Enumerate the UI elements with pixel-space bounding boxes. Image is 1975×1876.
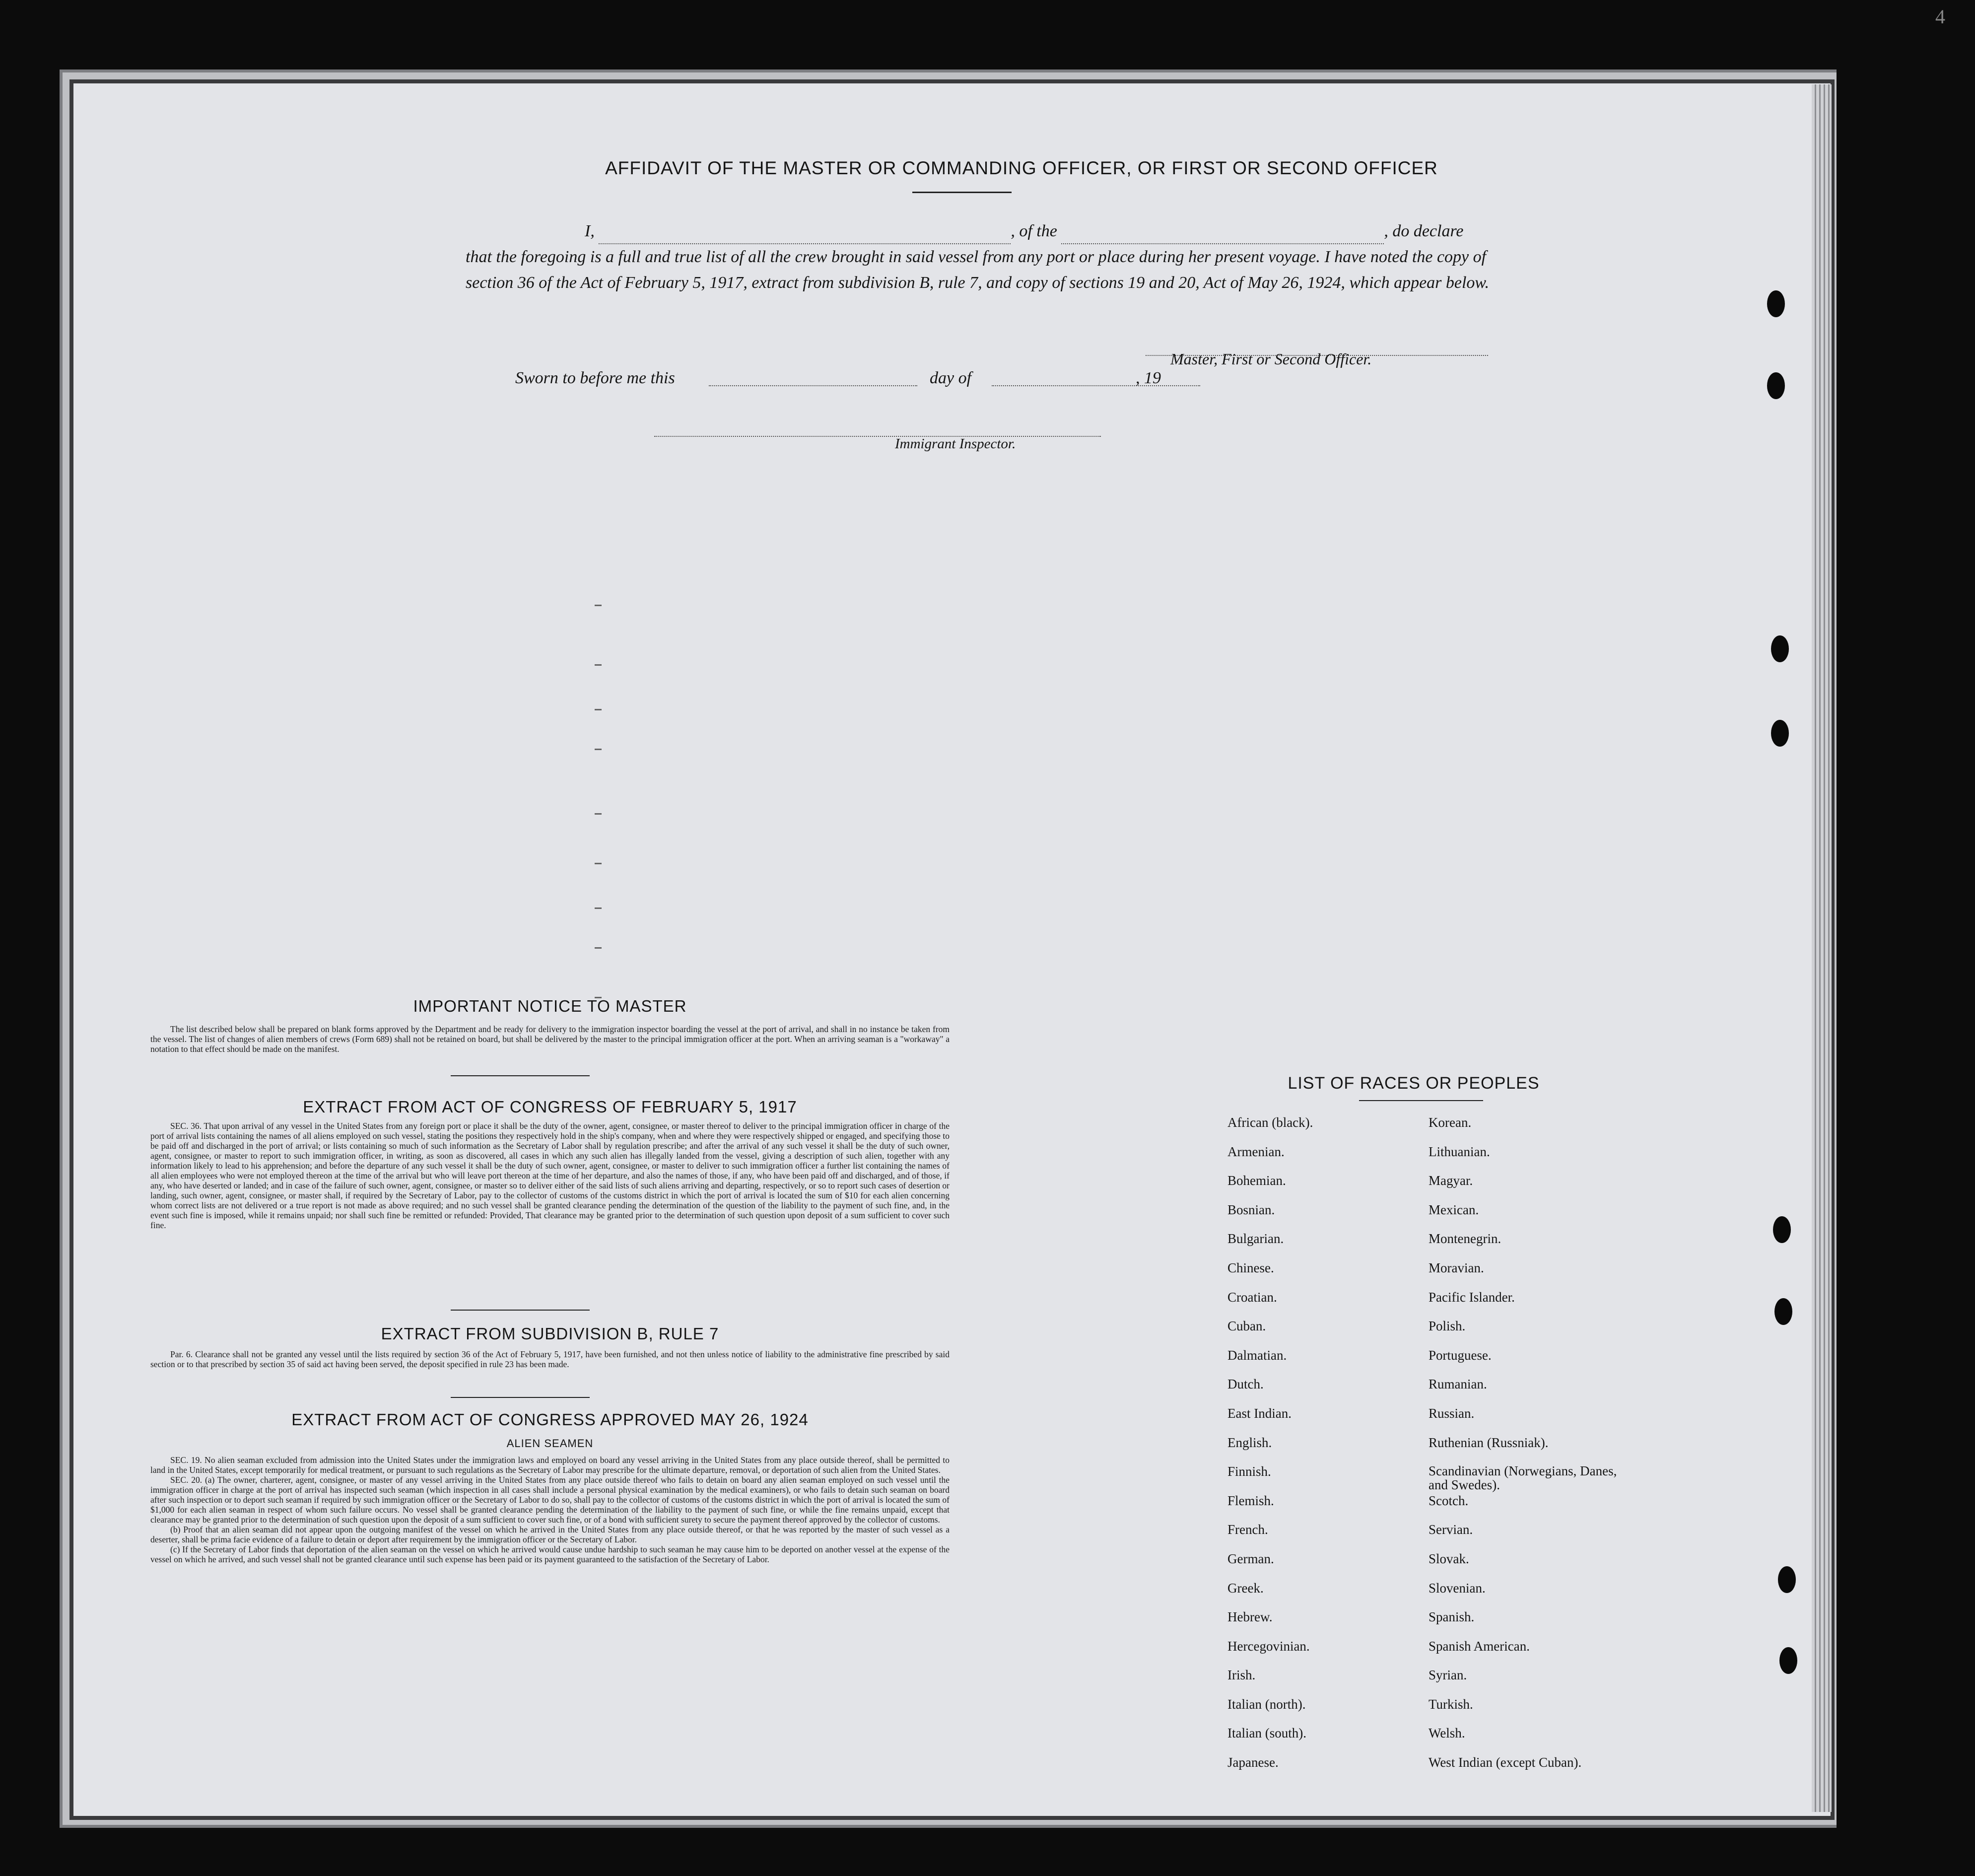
race-item: Servian. [1429, 1522, 1473, 1537]
sec20c-paragraph: (c) If the Secretary of Labor finds that deportation of the alien seaman on the vessel on which he arrived would cause undue hardship to such seaman he may cause him to be deported on another vessel at the expense of the vessel on which he arrived, and such vessel shall not be granted clearance until such expense has been paid or its payment guaranteed to the satisfaction of the Secretary of Labor. [150, 1544, 950, 1564]
race-item: Korean. [1429, 1115, 1472, 1130]
race-item: Portuguese. [1429, 1347, 1492, 1363]
race-item: Bulgarian. [1227, 1231, 1284, 1247]
race-item: Bohemian. [1227, 1173, 1286, 1188]
race-item: Syrian. [1429, 1668, 1467, 1683]
notice-paragraph: The list described below shall be prepared on blank forms approved by the Department and be ready for delivery to the immigration inspector boarding the vessel at the port of arrival, and shall in no instance be taken from the vessel. The list of changes of alien members of crews (Form 689) shall not be retained on board, but shall be delivered by the master to the principal immigration officer at the port. When an arriving seaman is a "workaway" a notation to that effect should be made on the manifest. [150, 1024, 950, 1054]
binder-hole [1778, 1566, 1796, 1593]
extract-rule7-body [150, 1349, 950, 1369]
alien-seamen-subtitle: ALIEN SEAMEN [506, 1437, 594, 1450]
extract-1917-body [150, 1121, 950, 1230]
section-divider [451, 1075, 590, 1076]
race-item: Italian (south). [1227, 1726, 1306, 1741]
race-item: Japanese. [1227, 1755, 1279, 1770]
inspector-signature-line[interactable] [654, 421, 1101, 437]
notice-text [150, 1024, 950, 1054]
section-divider [451, 1397, 590, 1398]
race-item: Finnish. [1227, 1464, 1271, 1479]
extract-1924-title: EXTRACT FROM ACT OF CONGRESS APPROVED MAY 26, 1924 [291, 1410, 809, 1429]
binder-hole [1779, 1647, 1797, 1674]
margin-tick [595, 709, 602, 710]
extract-1917-title: EXTRACT FROM ACT OF CONGRESS OF FEBRUARY 5, 1917 [303, 1098, 797, 1116]
race-item: Lithuanian. [1429, 1144, 1490, 1159]
sec19-paragraph: SEC. 19. No alien seaman excluded from admission into the United States under the immigration laws and employed on board any vessel arriving in the United States from any place outside thereof, shall be permitted to land in the United States, except temporarily for medical treatment, or pursuant to such regulations as the Secretary of Labor may prescribe for the ultimate departure, removal, or deportation of such alien from the United States. [150, 1455, 950, 1475]
affidavit-title: AFFIDAVIT OF THE MASTER OR COMMANDING OFFICER, OR FIRST OR SECOND OFFICER [605, 158, 1438, 178]
race-item: Welsh. [1429, 1726, 1465, 1741]
margin-tick [595, 813, 602, 815]
affidavit-body [466, 218, 1538, 296]
race-item: Flemish. [1227, 1493, 1274, 1508]
race-item: Ruthenian (Russniak). [1429, 1435, 1549, 1450]
race-item: East Indian. [1227, 1405, 1292, 1421]
race-item: Greek. [1227, 1580, 1264, 1596]
race-item: Bosnian. [1227, 1202, 1275, 1217]
race-item: Scotch. [1429, 1493, 1469, 1508]
document-page [69, 79, 1835, 1820]
race-item: Spanish American. [1429, 1638, 1530, 1654]
notice-title: IMPORTANT NOTICE TO MASTER [413, 997, 687, 1015]
races-underline [1359, 1100, 1483, 1101]
section-divider [451, 1310, 590, 1311]
race-item: Italian (north). [1227, 1696, 1306, 1712]
title-underline [912, 192, 1012, 193]
race-item: West Indian (except Cuban). [1429, 1755, 1582, 1770]
affidavit-declare: , do declare [1384, 222, 1464, 240]
race-item: African (black). [1227, 1115, 1313, 1130]
race-item: Turkish. [1429, 1696, 1473, 1712]
par6-paragraph: Par. 6. Clearance shall not be granted any vessel until the lists required by section 36 of the Act of February 5, 1917, have been furnished, and not then unless notice of liability to the administrative fine prescribed by said section or to that prescribed by section 35 of said act having been served, the deposit specified in rule 23 has been made. [150, 1349, 950, 1369]
master-name-line[interactable] [599, 228, 1011, 244]
race-item: Cuban. [1227, 1319, 1266, 1334]
race-item: Hebrew. [1227, 1609, 1273, 1625]
affidavit-of-the: , of the [1011, 222, 1057, 240]
race-item: Moravian. [1429, 1260, 1484, 1275]
binder-hole [1771, 720, 1789, 747]
races-title: LIST OF RACES OR PEOPLES [1288, 1074, 1540, 1093]
binder-hole [1767, 372, 1785, 399]
race-item: Chinese. [1227, 1260, 1274, 1275]
race-item: Russian. [1429, 1405, 1475, 1421]
inspector-caption: Immigrant Inspector. [895, 436, 1016, 452]
race-item: Magyar. [1429, 1173, 1473, 1188]
race-item: Hercegovinian. [1227, 1638, 1310, 1654]
vessel-name-line[interactable] [1061, 228, 1384, 244]
races-left-column [1227, 1115, 1313, 1784]
race-item: Pacific Islander. [1429, 1289, 1515, 1305]
margin-tick [595, 863, 602, 864]
affidavit-text: that the foregoing is a full and true list of all the crew brought in said vessel from any port or place during her present voyage. I have noted the copy of section 36 of the Act of February 5, 1917, extract from subdivision B, rule 7, and copy of sections 19 and 20, Act of May 26, 1924, which appear below. [466, 248, 1490, 292]
margin-tick [595, 664, 602, 666]
race-item: Irish. [1227, 1668, 1256, 1683]
day-of-label: day of [930, 369, 972, 387]
race-item: Dutch. [1227, 1377, 1264, 1392]
race-item: Rumanian. [1429, 1377, 1487, 1392]
margin-tick [595, 605, 602, 606]
sworn-day-line[interactable] [709, 370, 917, 386]
margin-tick [595, 947, 602, 949]
sworn-month-line[interactable] [992, 370, 1200, 386]
sec20b-paragraph: (b) Proof that an alien seaman did not appear upon the outgoing manifest of the vessel on which he arrived in the United States from any place outside thereof, or that he was reported by the master of such vessel as a deserter, shall be prima facie evidence of a failure to detain or deport after requirement by the immigration officer or the Secretary of Labor. [150, 1525, 950, 1544]
race-item: Polish. [1429, 1319, 1466, 1334]
race-item: Spanish. [1429, 1609, 1475, 1625]
page-edge-stack [1812, 84, 1832, 1812]
race-item: Armenian. [1227, 1144, 1285, 1159]
right-dark-border [1837, 45, 1936, 1832]
race-item: French. [1227, 1522, 1268, 1537]
margin-tick [595, 907, 602, 909]
race-item: Dalmatian. [1227, 1347, 1287, 1363]
affidavit-i: I, [585, 222, 595, 240]
race-item: Scandinavian (Norwegians, Danes, and Swedes). [1429, 1463, 1617, 1493]
race-item: Croatian. [1227, 1289, 1277, 1305]
extract-rule7-title: EXTRACT FROM SUBDIVISION B, RULE 7 [381, 1324, 719, 1343]
extract-1924-body [150, 1455, 950, 1564]
sec36-paragraph: SEC. 36. That upon arrival of any vessel in the United States from any foreign port or place it shall be the duty of the owner, agent, consignee, or master thereof to deliver to the principal immigration officer in charge of the port of arrival lists containing the names of all aliens employed on such vessel, stating the positions they respectively hold in the ship's company, when and where they were respectively shipped or engaged, and specifying those to be paid off and discharged in the port of arrival; or lists containing so much of such information as the Secretary of Labor shall by regulation prescribe; and after the arrival of any such vessel it shall be the duty of such owner, agent, consignee, or master to report to such immigration officer, in writing, as soon as discovered, all cases in which any such alien has illegally landed from the vessel, giving a description of such alien, together with any information likely to lead to his apprehension; and before the departure of any such vessel it shall be the duty of such owner, agent, consignee, or master to deliver to such immigration officer a further list containing the names of all alien employees who were not employed thereon at the time of the arrival but who will leave port thereon at the time of her departure, and also the names of those, if any, who have been paid off and discharged, and of those, if any, who have deserted or landed; and in case of the failure of such owner, agent, consignee, or master so to deliver either of the said lists of such aliens arriving and departing, respectively, or so to report such cases of desertion or landing, such owner, agent, consignee, or master shall, if required by the Secretary of Labor, pay to the collector of customs of the customs district in which the port of arrival is located the sum of $10 for each alien concerning whom correct lists are not delivered or a true report is not made as above required; and no such vessel shall be granted clearance pending the determination of the question of the liability to the payment of such fine, and, in the event such fine is imposed, while it remains unpaid; nor shall such fine be remitted or refunded: Provided, That clearance may be granted prior to the determination of such question upon deposit of a sum sufficient to cover such fine. [150, 1121, 950, 1230]
race-item: Montenegrin. [1429, 1231, 1501, 1247]
year-label: , 19 [1136, 369, 1161, 387]
corner-page-mark: 4 [1935, 5, 1945, 28]
sec20-paragraph: SEC. 20. (a) The owner, charterer, agent, consignee, or master of any vessel arriving in the United States from any place outside thereof who fails to detain on board any alien seaman employed on such vessel until the immigration officer in charge at the port of arrival has inspected such seaman (which inspection in all cases shall include a personal physical examination by the medical examiners), or who fails to detain such seaman on board after such inspection or to deport such seaman if required by such immigration officer or the Secretary of Labor to do so, shall pay to the collector of customs of the customs district in which the port of arrival is located the sum of $1,000 for each alien seaman in respect of whom such failure occurs. No vessel shall be granted clearance pending the determination of the liability to the payment of such fine, or while the fine remains unpaid, except that clearance may be granted prior to the determination of such question upon the deposit of a sum sufficient to cover such fine, or of a bond with sufficient surety to secure the payment thereof approved by the collector of customs. [150, 1475, 950, 1525]
sworn-label: Sworn to before me this [515, 369, 675, 387]
binder-hole [1771, 635, 1789, 662]
margin-tick [595, 749, 602, 750]
races-right-column [1429, 1115, 1617, 1784]
binder-hole [1773, 1216, 1791, 1243]
master-caption: Master, First or Second Officer. [1170, 350, 1372, 368]
binder-hole [1767, 290, 1785, 317]
race-item: English. [1227, 1435, 1272, 1450]
binder-hole [1774, 1298, 1792, 1325]
race-item: Slovak. [1429, 1551, 1469, 1566]
race-item: Slovenian. [1429, 1580, 1486, 1596]
race-item: German. [1227, 1551, 1274, 1566]
race-item: Mexican. [1429, 1202, 1479, 1217]
